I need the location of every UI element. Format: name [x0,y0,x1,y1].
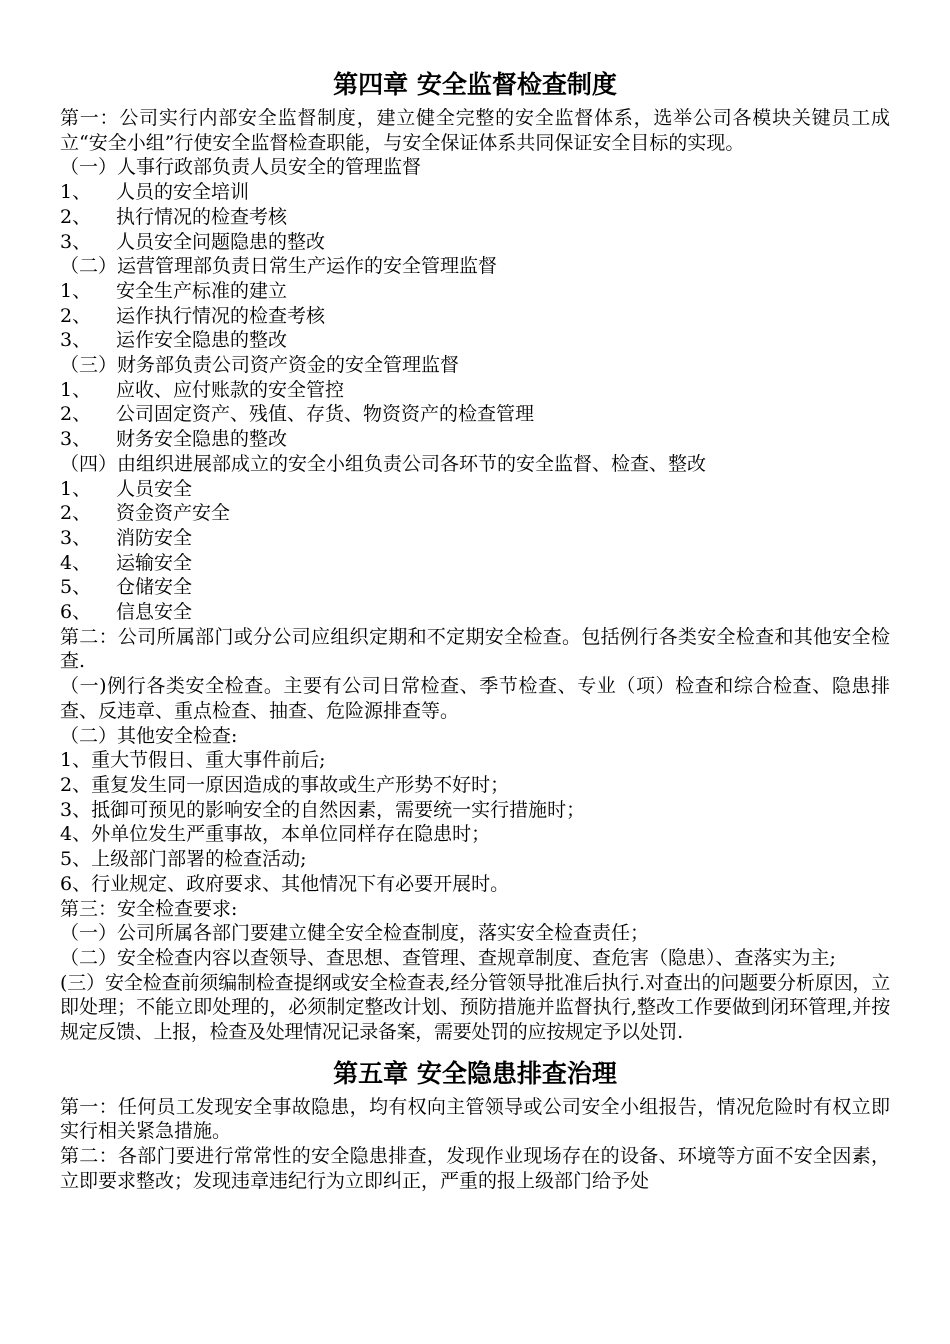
section-heading: （一）人事行政部负责人员安全的管理监督 [60,156,422,179]
list-item: 1、 人员的安全培训 [60,181,250,204]
list-item: 3、 财务安全隐患的整改 [60,428,288,451]
list-item: 2、 运作执行情况的检查考核 [60,304,326,327]
section-4 [60,452,890,625]
list-item: 4、外单位发生严重事故，本单位同样存在隐患时； [60,823,491,846]
list-item: 1、 人员安全 [60,477,193,500]
list-item: 3、 人员安全问题隐患的整改 [60,230,326,253]
clause-third: 第三：安全检查要求: [60,897,238,920]
section-3 [60,353,890,452]
list-item: 2、 执行情况的检查考核 [60,205,288,228]
chapter-5-paragraph: 第二：各部门要进行常常性的安全隐患排查，发现作业现场存在的设备、环境等方面不安全因素，立即要求整改；发现违章违纪行为立即纠正，严重的报上级部门给予处 [60,1145,890,1192]
list-item: （一）公司所属各部门要建立健全安全检查制度，落实安全检查责任； [60,922,650,945]
section-heading: （二）运营管理部负责日常生产运作的安全管理监督 [60,255,498,278]
chapter-4-title: 第四章 安全监督检查制度 [333,70,617,99]
list-item: 3、抵御可预见的影响安全的自然因素，需要统一实行措施时； [60,798,586,821]
list-item: 4、 运输安全 [60,551,193,574]
list-item: 2、重复发生同一原因造成的事故或生产形势不好时； [60,773,510,796]
list-item: 3、 消防安全 [60,526,193,549]
section-heading: （三）财务部负责公司资产资金的安全管理监督 [60,354,460,377]
clause-second-sub1: （一)例行各类安全检查。主要有公司日常检查、季节检查、专业（项）检查和综合检查、隐患排查、反违章、重点检查、抽查、危险源排查等。 [60,675,890,722]
chapter-5-paragraph: 第一：任何员工发现安全事故隐患，均有权向主管领导或公司安全小组报告，情况危险时有权立即实行相关紧急措施。 [60,1095,890,1143]
chapter-5-title: 第五章 安全隐患排查治理 [333,1058,617,1088]
list-item: 2、 资金资产安全 [60,502,231,525]
list-item: 1、重大节假日、重大事件前后; [60,749,326,772]
list-item: 1、 安全生产标准的建立 [60,279,288,302]
list-item: （二）安全检查内容以查领导、查思想、查管理、查规章制度、查危害（隐患）、查落实为主; [60,946,836,969]
list-item: 1、 应收、应付账款的安全管控 [60,378,345,401]
list-item: 5、上级部门部署的检查活动; [60,848,307,871]
section-1 [60,155,890,254]
clause-second-sub2: （二）其他安全检查: [60,724,238,747]
section-2 [60,254,890,353]
section-heading: （四）由组织进展部成立的安全小组负责公司各环节的安全监督、检查、整改 [60,452,707,475]
list-item: 6、 信息安全 [60,601,193,624]
clause-second: 第二：公司所属部门或分公司应组织定期和不定期安全检查。包括例行各类安全检查和其他安全检查. [60,625,890,673]
list-item: 5、 仓储安全 [60,576,193,599]
chapter-4-intro: 第一：公司实行内部安全监督制度，建立健全完整的安全监督体系，选举公司各模块关键员工成立“安全小组”行使安全监督检查职能，与安全保证体系共同保证安全目标的实现。 [60,107,890,154]
document-page [60,64,890,1194]
list-item: (三）安全检查前须编制检查提纲或安全检查表,经分管领导批准后执行.对查出的问题要分析原因，立即处理；不能立即处理的，必须制定整改计划、预防措施并监督执行,整改工作要做到闭环管理,并按规定反馈、上报，检查及处理情况记录备案，需要处罚的应按规定予以处罚. [60,971,890,1044]
list-item: 6、行业规定、政府要求、其他情况下有必要开展时。 [60,872,510,895]
list-item: 2、 公司固定资产、残值、存货、物资资产的检查管理 [60,403,535,426]
list-item: 3、 运作安全隐患的整改 [60,329,288,352]
